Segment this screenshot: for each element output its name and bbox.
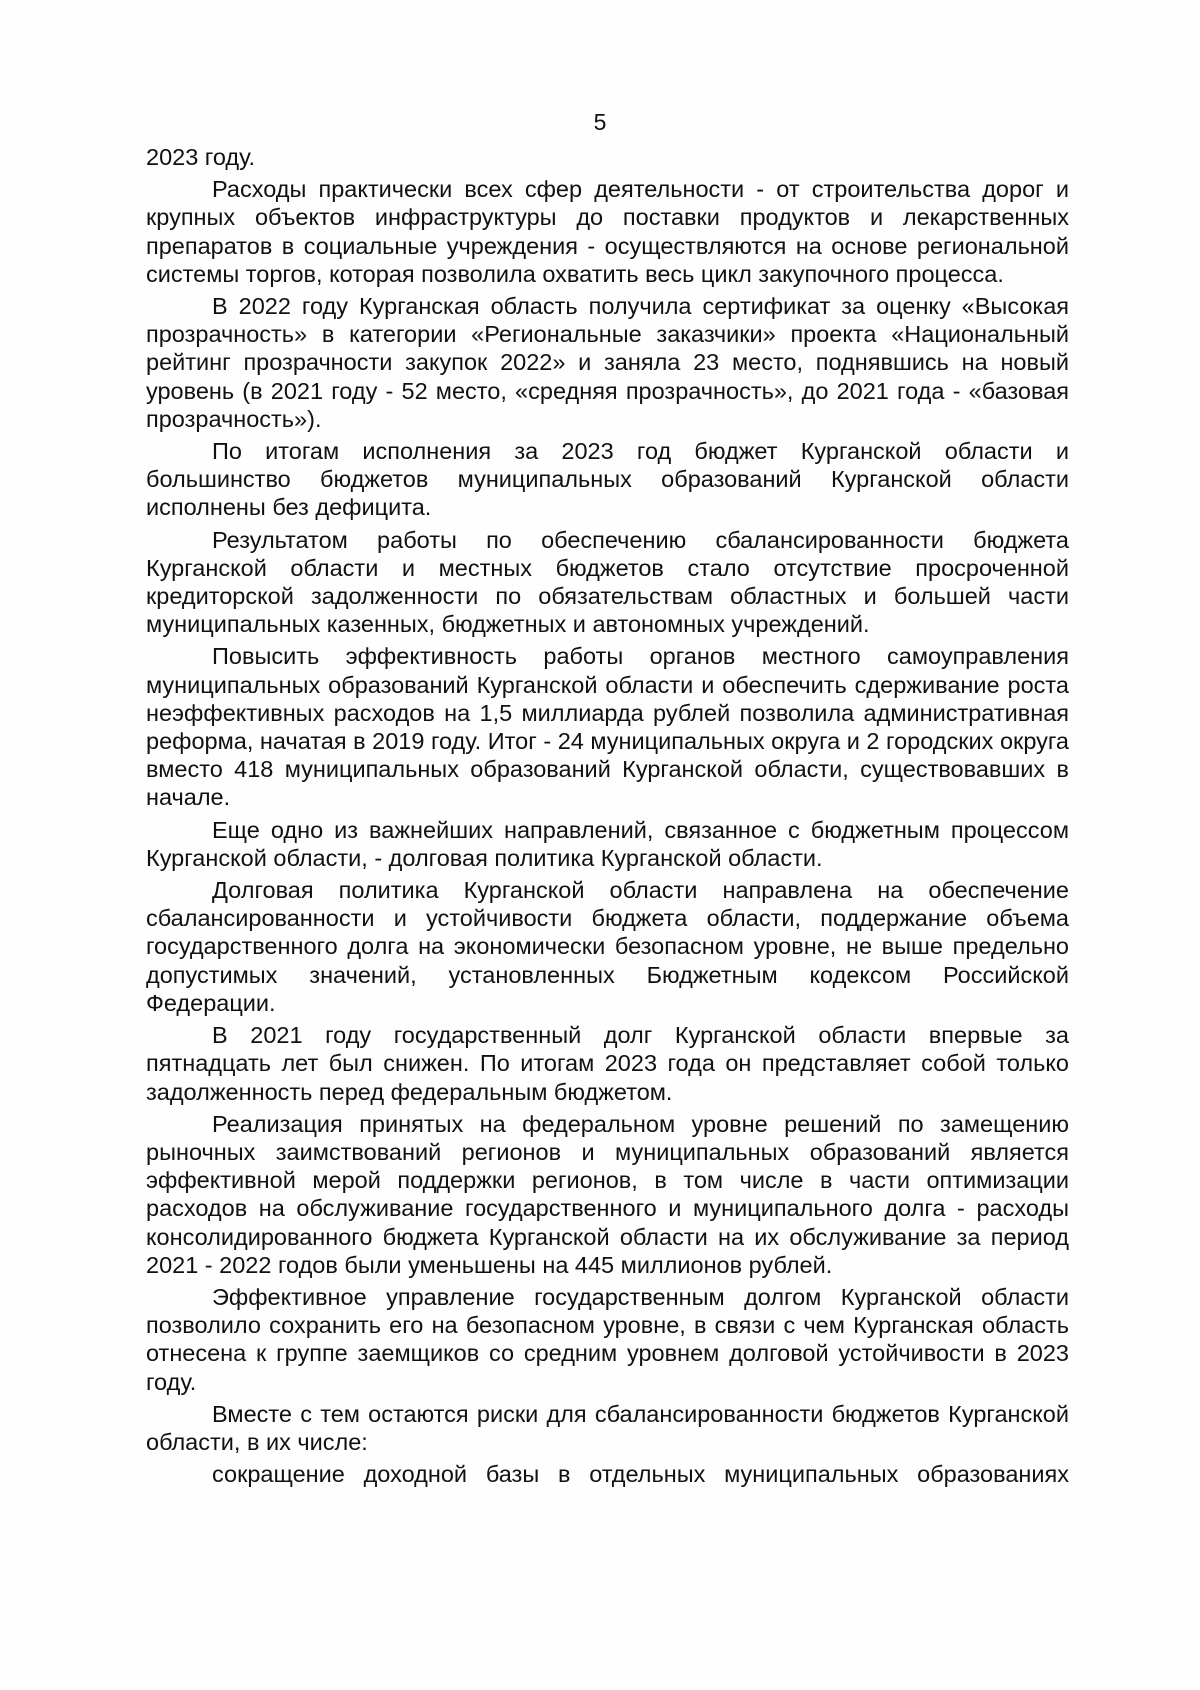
paragraph-debt-reduction: В 2021 году государственный долг Курганской области впервые за пятнадцать лет был снижен. По итогам 2023 года он представляет собой только задолженность перед федеральным бюджетом.	[146, 1022, 1069, 1105]
paragraph-risks: Вместе с тем остаются риски для сбалансированности бюджетов Курганской области, в их числе:	[146, 1400, 1069, 1455]
paragraph-continuation: 2023 году.	[146, 144, 256, 170]
paragraph-budget-execution: По итогам исполнения за 2023 год бюджет Курганской области и большинство бюджетов муниципальных образований Курганской области исполнены без дефицита.	[146, 438, 1069, 521]
paragraph-borrowing-replacement: Реализация принятых на федеральном уровне решений по замещению рыночных заимствований регионов и муниципальных образований является эффективной мерой поддержки регионов, в том числе в части оптимизации расходов на обслуживание государственного и муниципального долга - расходы консолидированного бюджета Курганской области на их обслуживание за период 2021 - 2022 годов были уменьшены на 445 миллионов рублей.	[146, 1110, 1069, 1278]
document-body	[146, 143, 1069, 1492]
page-number: 5	[593, 109, 607, 135]
paragraph-risk-item: сокращение доходной базы в отдельных муниципальных образованиях	[212, 1461, 1069, 1488]
paragraph-debt-policy-intro: Еще одно из важнейших направлений, связанное с бюджетным процессом Курганской области, - долговая политика Курганской области.	[146, 816, 1069, 871]
paragraph-debt-management: Эффективное управление государственным долгом Курганской области позволило сохранить его на безопасном уровне, в связи с чем Курганская область отнесена к группе заемщиков со средним уровнем долговой устойчивости в 2023 году.	[146, 1283, 1069, 1395]
paragraph-procurement-system: Расходы практически всех сфер деятельности - от строительства дорог и крупных объектов инфраструктуры до поставки продуктов и лекарственных препаратов в социальные учреждения - осуществляются на основе региональной системы торгов, которая позволила охватить весь цикл закупочного процесса.	[146, 176, 1069, 287]
paragraph-debt-policy: Долговая политика Курганской области направлена на обеспечение сбалансированности и устойчивости бюджета области, поддержание объема государственного долга на экономически безопасном уровне, не выше предельно допустимых значений, установленных Бюджетным кодексом Российской Федерации.	[146, 877, 1069, 1016]
paragraph-budget-balance: Результатом работы по обеспечению сбалансированности бюджета Курганской области и местных бюджетов стало отсутствие просроченной кредиторской задолженности по обязательствам областных и большей части муниципальных казенных, бюджетных и автономных учреждений.	[146, 526, 1069, 638]
paragraph-administrative-reform: Повысить эффективность работы органов местного самоуправления муниципальных образований Курганской области и обеспечить сдерживание роста неэффективных расходов на 1,5 миллиарда рублей позволила административная реформа, начатая в 2019 году. Итог - 24 муниципальных округа и 2 городских округа вместо 418 муниципальных образований Курганской области, существовавших в начале.	[146, 643, 1069, 811]
paragraph-transparency-certificate: В 2022 году Курганская область получила сертификат за оценку «Высокая прозрачность» в категории «Региональные заказчики» проекта «Национальный рейтинг прозрачности закупок 2022» и заняла 23 место, поднявшись на новый уровень (в 2021 году - 52 место, «средняя прозрачность», до 2021 года - «базовая прозрачность»).	[146, 293, 1069, 432]
